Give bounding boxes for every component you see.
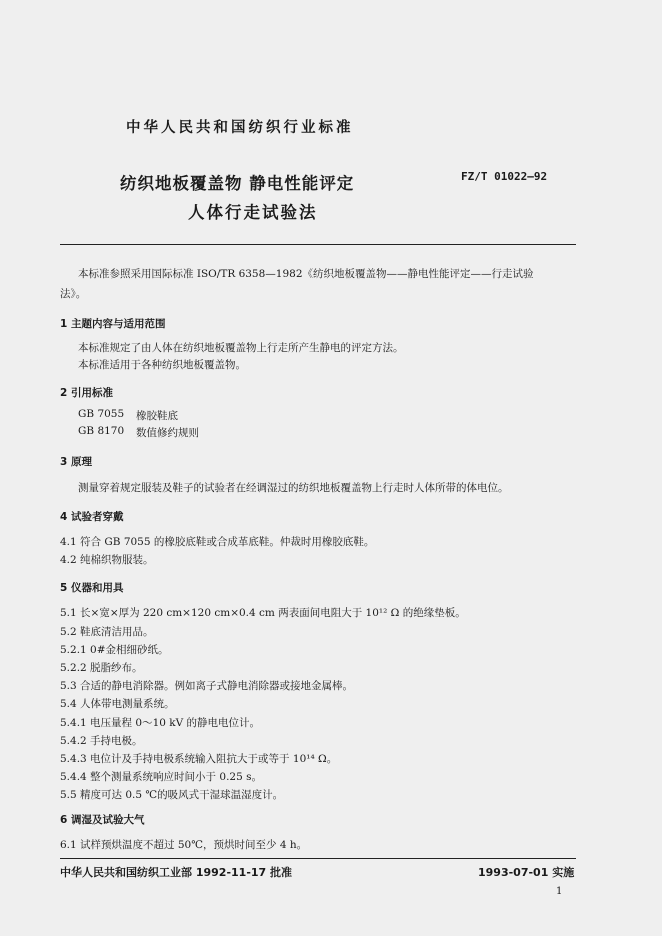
section-3-para: 测量穿着规定服装及鞋子的试验者在经调湿过的纺织地板覆盖物上行走时人体所带的体电位。	[78, 482, 509, 494]
issuer-heading: 中华人民共和国纺织行业标准	[126, 120, 354, 136]
reference-1-name: 橡胶鞋底	[136, 410, 178, 422]
item-5-4-3: 5.4.3 电位计及手持电极系统输入阻抗大于或等于 10¹⁴ Ω。	[60, 753, 338, 765]
item-5-4-2: 5.4.2 手持电极。	[60, 735, 143, 747]
section-5-heading: 5 仪器和用具	[60, 582, 124, 594]
section-2-heading: 2 引用标准	[60, 387, 113, 399]
implementation-date: 1993-07-01 实施	[478, 866, 575, 879]
reference-2-code: GB 8170	[78, 425, 125, 437]
standard-title-line2: 人体行走试验法	[188, 203, 318, 222]
item-5-4-1: 5.4.1 电压量程 0～10 kV 的静电电位计。	[60, 717, 261, 729]
section-1-para1: 本标准规定了由人体在纺织地板覆盖物上行走所产生静电的评定方法。	[78, 342, 404, 354]
item-5-2: 5.2 鞋底清洁用品。	[60, 626, 154, 638]
item-6-1: 6.1 试样预烘温度不超过 50℃，预烘时间至少 4 h。	[60, 839, 308, 851]
standard-title-line1: 纺织地板覆盖物 静电性能评定	[120, 174, 355, 193]
item-5-5: 5.5 精度可达 0.5 ℃的吸风式干湿球温湿度计。	[60, 789, 284, 801]
item-4-2: 4.2 纯棉织物服装。	[60, 554, 154, 566]
intro-line1: 本标准参照采用国际标准 ISO/TR 6358—1982《纺织地板覆盖物——静电性能评定——行走试验	[78, 268, 534, 280]
header-rule	[60, 244, 576, 245]
item-5-3: 5.3 合适的静电消除器。例如离子式静电消除器或接地金属棒。	[60, 680, 354, 692]
item-5-1: 5.1 长×宽×厚为 220 cm×120 cm×0.4 cm 两表面间电阻大于 10¹² Ω 的绝缘垫板。	[60, 607, 466, 619]
intro-line2: 法》。	[60, 288, 87, 300]
approval-line: 中华人民共和国纺织工业部 1992-11-17 批准	[60, 866, 293, 879]
section-1-para2: 本标准适用于各种纺织地板覆盖物。	[78, 359, 246, 371]
item-4-1: 4.1 符合 GB 7055 的橡胶底鞋或合成革底鞋。仲裁时用橡胶底鞋。	[60, 536, 375, 548]
section-6-heading: 6 调湿及试验大气	[60, 814, 145, 826]
reference-2-name: 数值修约规则	[136, 427, 199, 439]
item-5-4-4: 5.4.4 整个测量系统响应时间小于 0.25 s。	[60, 771, 262, 783]
section-1-heading: 1 主题内容与适用范围	[60, 318, 166, 330]
standard-code: FZ/T 01022—92	[461, 170, 548, 183]
page-number: 1	[556, 886, 563, 897]
reference-1-code: GB 7055	[78, 408, 125, 420]
item-5-4: 5.4 人体带电测量系统。	[60, 698, 175, 710]
item-5-2-2: 5.2.2 脱脂纱布。	[60, 662, 143, 674]
section-4-heading: 4 试验者穿戴	[60, 511, 124, 523]
item-5-2-1: 5.2.1 0#金相细砂纸。	[60, 644, 169, 656]
footer-rule	[60, 858, 576, 859]
section-3-heading: 3 原理	[60, 456, 92, 468]
